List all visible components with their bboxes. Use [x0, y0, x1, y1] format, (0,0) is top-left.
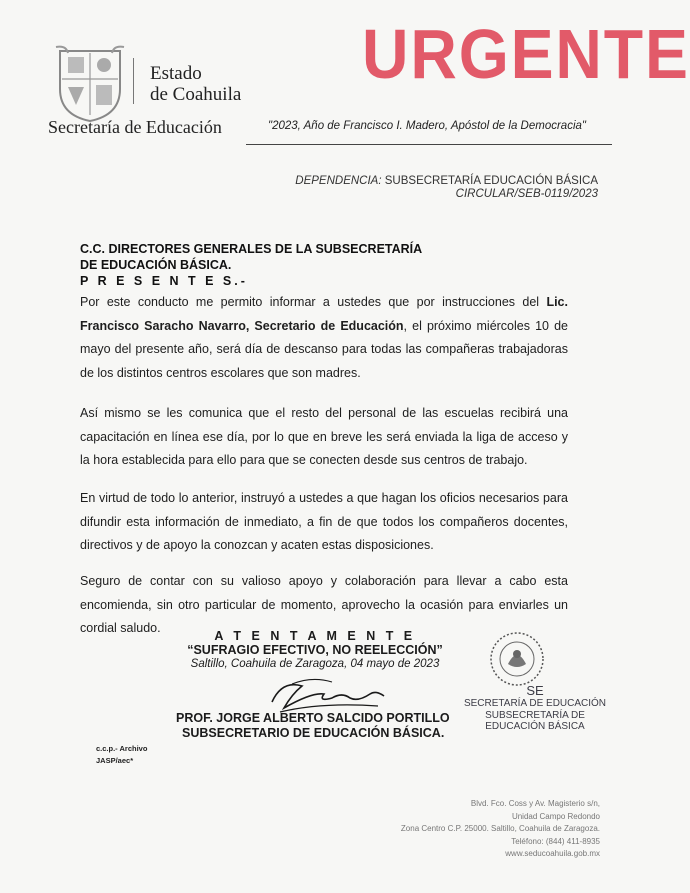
footer-line-1: Blvd. Fco. Coss y Av. Magisterio s/n,	[470, 799, 600, 808]
paragraph-4: Seguro de contar con su valioso apoyo y colaboración para llevar a cabo esta encomienda, sin otro particular de momento, aprovecho la ocasión para enviarles un cordial saludo.	[80, 574, 568, 635]
stamp-block	[455, 684, 615, 733]
addressee-block	[80, 241, 422, 289]
stamp-line-2: SUBSECRETARÍA DE EDUCACIÓN BÁSICA	[485, 709, 585, 732]
secretaria-name: Secretaría de Educación	[48, 117, 222, 137]
paragraph-2: Así mismo se les comunica que el resto del personal de las escuelas recibirá una capacitación en línea ese día, por lo que en breve les será enviada la liga de acceso y la hora establecida para ello para que se conecten desde sus centros de trabajo.	[80, 406, 568, 467]
paragraph-1-bold: Lic. Francisco Saracho Navarro, Secretario de Educación	[80, 295, 568, 333]
state-line-2: de Coahuila	[150, 84, 242, 105]
slogan: “SUFRAGIO EFECTIVO, NO REELECCIÓN”	[187, 643, 443, 657]
place-date: Saltillo, Coahuila de Zaragoza, 04 mayo de 2023	[190, 658, 440, 670]
paragraph-1-intro: Por este conducto me permito informar a ustedes que por instrucciones del	[80, 295, 547, 309]
footer-line-3: Zona Centro C.P. 25000. Saltillo, Coahuila de Zaragoza.	[400, 824, 600, 833]
stamp-se: SE	[526, 683, 544, 698]
official-seal-icon	[484, 630, 550, 688]
footer-phone: Teléfono: (844) 411-8935	[511, 836, 600, 846]
signer-block	[176, 711, 450, 741]
atentamente: A T E N T A M E N T E	[214, 629, 416, 643]
state-name	[150, 63, 241, 105]
year-motto: "2023, Año de Francisco I. Madero, Apóstol de la Democracia"	[268, 120, 586, 132]
circular-number: CIRCULAR/SEB-0119/2023	[455, 188, 598, 200]
dependencia-line	[295, 175, 598, 188]
ccp-block	[96, 743, 147, 767]
signer-name: PROF. JORGE ALBERTO SALCIDO PORTILLO	[176, 711, 450, 725]
reference-block	[295, 175, 598, 201]
paragraph-1	[80, 291, 568, 385]
footer-line-2: Unidad Campo Redondo	[511, 811, 600, 821]
addressee-line-1: C.C. DIRECTORES GENERALES DE LA SUBSECRETARÍA	[80, 242, 423, 256]
presentes-line: P R E S E N T E S.-	[80, 274, 248, 288]
stamp-line-1: SECRETARÍA DE EDUCACIÓN	[463, 698, 607, 709]
urgent-stamp: URGENTE	[362, 15, 690, 93]
paragraph-3: En virtud de todo lo anterior, instruyó a ustedes a que hagan los oficios necesarios para difundir esta información de inmediato, a fin de que todos los compañeros docentes, directivos y de apoyo la conozcan y acaten estas disposiciones.	[80, 491, 568, 552]
closing-block	[150, 629, 480, 671]
state-line-1: Estado	[150, 63, 202, 84]
addressee-line-2: DE EDUCACIÓN BÁSICA.	[80, 258, 232, 272]
dependencia-value: SUBSECRETARÍA EDUCACIÓN BÁSICA	[384, 175, 598, 187]
paragraph-1-rest: , el próximo miércoles 10 de mayo del presente año, será día de descanso para todas las compañeras trabajadoras de los distintos centros escolares que son madres.	[80, 318, 568, 380]
dependencia-label: DEPENDENCIA:	[295, 175, 382, 187]
ccp-line-1: c.c.p.- Archivo	[96, 744, 148, 753]
header-divider	[133, 58, 134, 104]
footer-address	[401, 798, 600, 861]
coat-of-arms-icon	[54, 45, 126, 123]
footer-website: www.seducoahuila.gob.mx	[505, 849, 600, 858]
header-rule	[246, 144, 612, 145]
signer-title: SUBSECRETARIO DE EDUCACIÓN BÁSICA.	[182, 726, 445, 740]
ccp-line-2: JASP/aec*	[96, 756, 134, 765]
